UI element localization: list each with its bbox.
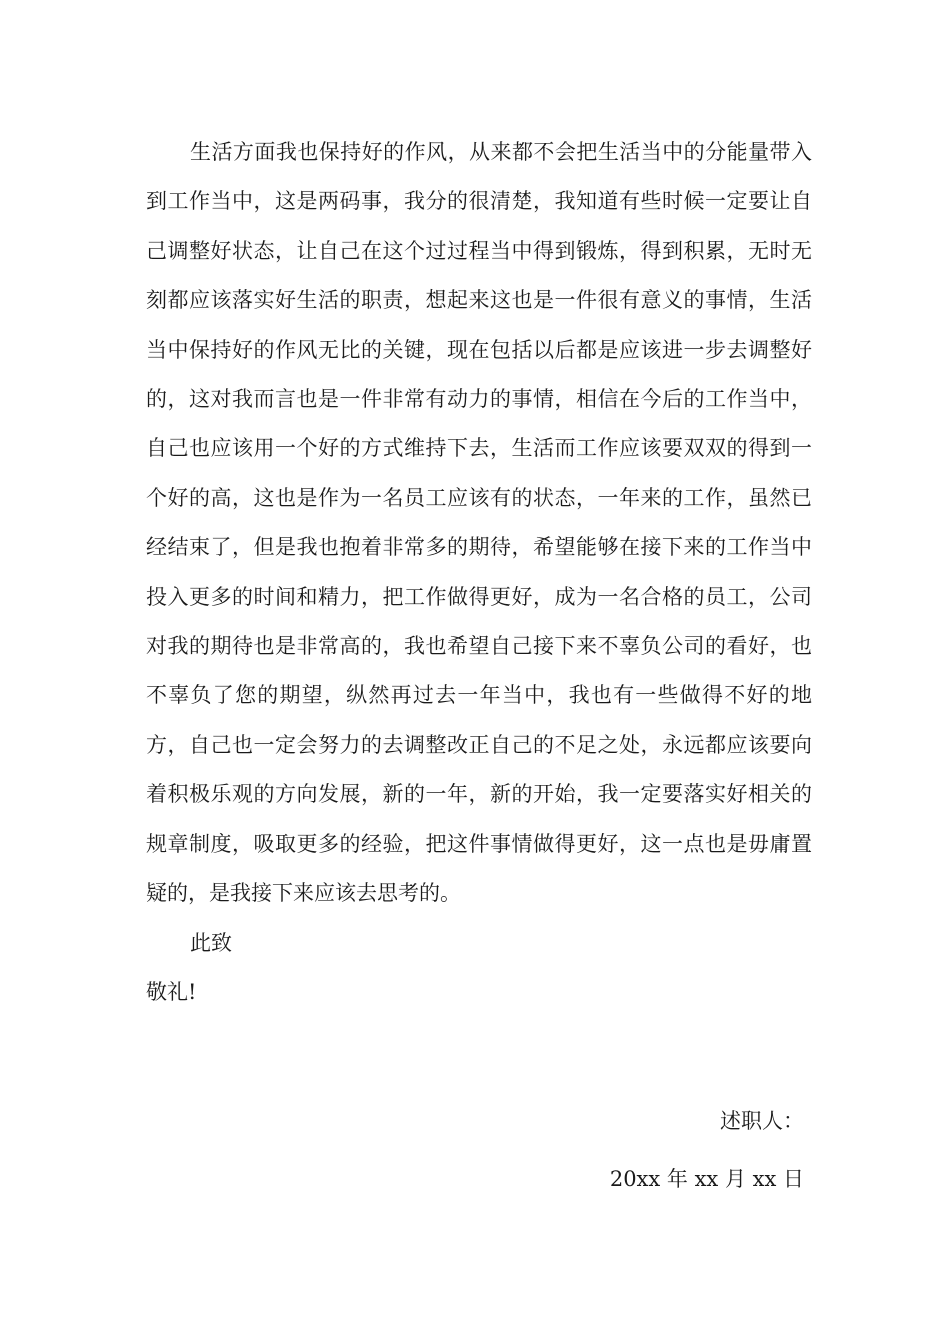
signature-date: 20xx 年 xx 月 xx 日	[609, 1167, 804, 1191]
body-paragraph: 生活方面我也保持好的作风，从来都不会把生活当中的分能量带入到工作当中，这是两码事，我分的很清楚，我知道有些时候一定要让自己调整好状态，让自己在这个过过程当中得到锻炼，得到积累，无时无刻都应该落实好生活的职责，想起来这也是一件很有意义的事情，生活当中保持好的作风无比的关键，现在包括以后都是应该进一步去调整好的，这对我而言也是一件非常有动力的事情，相信在今后的工作当中，自己也应该用一个好的方式维持下去，生活而工作应该要双双的得到一个好的高，这也是作为一名员工应该有的状态，一年来的工作，虽然已经结束了，但是我也抱着非常多的期待，希望能够在接下来的工作当中投入更多的时间和精力，把工作做得更好，成为一名合格的员工，公司对我的期待也是非常高的，我也希望自己接下来不辜负公司的看好，也不辜负了您的期望，纵然再过去一年当中，我也有一些做得不好的地方，自己也一定会努力的去调整改正自己的不足之处，永远都应该要向着积极乐观的方向发展，新的一年，新的开始，我一定要落实好相关的规章制度，吸取更多的经验，把这件事情做得更好，这一点也是毋庸置疑的，是我接下来应该去思考的。	[146, 140, 812, 906]
closing-line: 此致	[190, 930, 232, 955]
letter-body	[146, 128, 812, 1017]
signature-label: 述职人：	[720, 1109, 804, 1133]
salutation-line: 敬礼!	[146, 979, 197, 1004]
